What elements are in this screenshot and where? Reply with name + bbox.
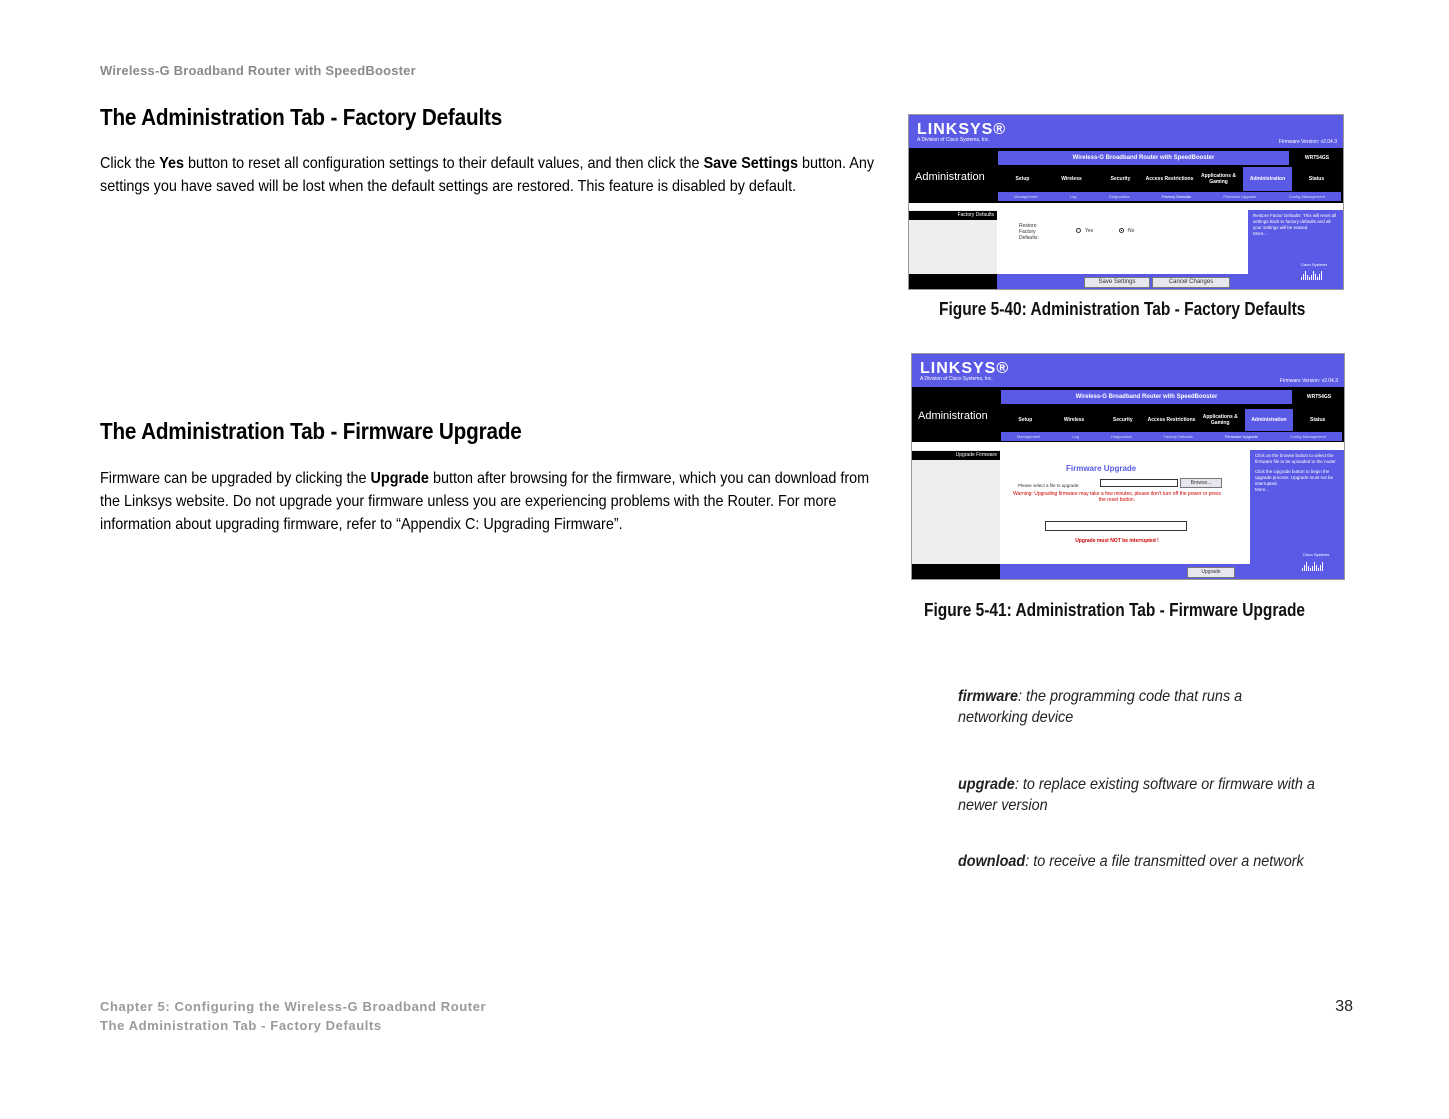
glossary-definition: : to replace existing software or firmware with a newer version <box>958 776 1315 814</box>
help-more-link[interactable]: More... <box>1253 231 1268 236</box>
section-title: Administration <box>918 410 988 422</box>
sub-tabs <box>998 192 1341 201</box>
glossary-term: download <box>958 853 1026 870</box>
left-pane <box>912 450 1000 564</box>
upgrade-term: Upgrade <box>370 470 429 487</box>
product-banner: Wireless-G Broadband Router with SpeedBooster <box>998 151 1289 165</box>
tab-status[interactable]: Status <box>1310 417 1326 423</box>
cisco-logo-icon <box>1302 559 1323 571</box>
cisco-logo-icon <box>1301 268 1322 280</box>
restore-label: Restore Factory Defaults: <box>1019 223 1039 241</box>
tab-access-restrictions[interactable]: Access Restrictions <box>1147 417 1196 423</box>
tab-administration[interactable]: Administration <box>1245 409 1294 431</box>
cisco-label: Cisco Systems <box>1300 262 1328 267</box>
upgrade-progress-field <box>1045 521 1187 531</box>
glossary-term: firmware <box>958 688 1019 705</box>
tab-security[interactable]: Security <box>1112 417 1133 423</box>
help-text-2: Click the Upgrade button to begin the upgrade process. Upgrade must not be interrupted. <box>1255 469 1334 486</box>
firmware-upgrade-screenshot <box>911 353 1345 580</box>
yes-term: Yes <box>159 155 185 172</box>
help-more-link[interactable]: More... <box>1255 487 1270 492</box>
help-panel <box>1250 450 1345 580</box>
yes-radio[interactable] <box>1076 228 1081 233</box>
subtab-config-management[interactable]: Config Management <box>1289 434 1326 439</box>
subtab-firmware-upgrade[interactable]: Firmware Upgrade <box>1224 434 1258 439</box>
logo-subtitle: A Division of Cisco Systems, Inc. <box>917 137 990 143</box>
tab-wireless[interactable]: Wireless <box>1061 176 1082 182</box>
figure-caption-5-41: Figure 5-41: Administration Tab - Firmware Upgrade <box>924 600 1306 620</box>
model-label: WRT54GS <box>1296 390 1342 404</box>
cisco-label: Cisco Systems <box>1302 552 1330 557</box>
subtab-management[interactable]: Management <box>1016 434 1041 439</box>
subtab-factory-defaults[interactable]: Factory Defaults <box>1161 194 1191 199</box>
no-label: No <box>1128 228 1135 234</box>
file-path-input[interactable] <box>1100 479 1178 487</box>
tab-wireless[interactable]: Wireless <box>1063 417 1085 423</box>
firmware-version: Firmware Version: v2.04.3 <box>1278 139 1337 145</box>
main-tabs <box>998 167 1341 191</box>
help-text-1: Click on the browse button to select the firmware file to be uploaded to the router. <box>1255 453 1337 464</box>
cancel-changes-button[interactable]: Cancel Changes <box>1152 277 1230 288</box>
upgrade-button[interactable]: Upgrade <box>1187 567 1235 578</box>
tab-setup[interactable]: Setup <box>1018 417 1033 423</box>
firmware-version: Firmware Version: v2.04.3 <box>1279 378 1338 384</box>
factory-defaults-paragraph: Click the Yes button to reset all configuration settings to their default values, and then click the Save Settings button. Any settings you have saved will be lost when the default settings are restored. This feature is disabled by default. <box>100 155 875 195</box>
firmware-upgrade-paragraph: Firmware can be upgraded by clicking the Upgrade button after browsing for the firmware, which you can download from the Linksys website. Do not upgrade your firmware unless you are experiencing problems with the Router. For more information about upgrading firmware, refer to “Appendix C: Upgrading Firmware”. <box>100 470 870 533</box>
product-banner: Wireless-G Broadband Router with SpeedBooster <box>1001 390 1292 404</box>
help-text: Restore Factor Defaults: This will reset all settings back to factory defaults and all your settings will be erased. <box>1253 213 1336 230</box>
logo-subtitle: A Division of Cisco Systems, Inc. <box>920 376 993 382</box>
glossary-term: upgrade <box>958 776 1015 793</box>
footer-chapter: Chapter 5: Configuring the Wireless-G Broadband Router <box>100 999 487 1014</box>
linksys-logo: LINKSYS® <box>917 121 1007 138</box>
glossary-upgrade <box>958 774 1318 816</box>
section-heading-firmware-upgrade: The Administration Tab - Firmware Upgrade <box>100 418 522 444</box>
linksys-logo: LINKSYS® <box>920 360 1010 377</box>
sub-tabs <box>1001 432 1342 441</box>
tab-applications-gaming[interactable]: Applications & Gaming <box>1200 173 1236 185</box>
yes-label: Yes <box>1085 228 1094 234</box>
save-settings-button[interactable]: Save Settings <box>1084 277 1150 288</box>
browse-button[interactable]: Browse... <box>1180 478 1222 488</box>
tab-access-restrictions[interactable]: Access Restrictions <box>1145 176 1194 182</box>
glossary-definition: : the programming code that runs a networking device <box>958 688 1243 726</box>
upgrade-warning: Warning: Upgrading firmware may take a few minutes, please don't turn off the power or press the reset button. <box>1013 491 1221 503</box>
left-label: Upgrade Firmware <box>912 451 1000 460</box>
glossary-definition: : to receive a file transmitted over a network <box>1025 853 1304 870</box>
page-number: 38 <box>1335 998 1353 1015</box>
tab-setup[interactable]: Setup <box>1015 176 1030 182</box>
subtab-config-management[interactable]: Config Management <box>1288 194 1325 199</box>
tab-applications-gaming[interactable]: Applications & Gaming <box>1202 414 1238 426</box>
main-tabs <box>1001 409 1342 431</box>
subtab-log[interactable]: Log <box>1069 194 1077 199</box>
subtab-diagnostics[interactable]: Diagnostics <box>1111 434 1132 439</box>
section-title: Administration <box>915 171 985 183</box>
subtab-log[interactable]: Log <box>1072 434 1080 439</box>
save-settings-term: Save Settings <box>703 155 799 172</box>
subtab-firmware-upgrade[interactable]: Firmware Upgrade <box>1223 194 1257 199</box>
glossary-firmware <box>958 686 1282 728</box>
glossary-download <box>958 851 1354 872</box>
interrupt-warning: Upgrade must NOT be interrupted ! <box>1075 538 1159 544</box>
subtab-factory-defaults[interactable]: Factory Defaults <box>1163 434 1193 439</box>
model-label: WRT54GS <box>1293 151 1341 165</box>
left-label: Factory Defaults <box>909 211 997 220</box>
tab-security[interactable]: Security <box>1110 176 1131 182</box>
bottom-left-bar <box>909 274 997 290</box>
tab-administration[interactable]: Administration <box>1243 167 1292 191</box>
footer-section: The Administration Tab - Factory Defaults <box>100 1018 382 1033</box>
figure-caption-5-40: Figure 5-40: Administration Tab - Factory Defaults <box>939 299 1306 319</box>
select-file-label: Please select a file to upgrade: <box>1018 483 1080 488</box>
running-header: Wireless-G Broadband Router with SpeedBooster <box>100 63 416 78</box>
no-radio[interactable] <box>1119 228 1124 233</box>
firmware-upgrade-title: Firmware Upgrade <box>1066 464 1137 473</box>
factory-defaults-screenshot <box>908 114 1344 290</box>
help-panel <box>1248 210 1344 290</box>
bottom-left-bar <box>912 564 1000 580</box>
section-heading-factory-defaults: The Administration Tab - Factory Defaults <box>100 104 503 130</box>
tab-status[interactable]: Status <box>1308 176 1325 182</box>
subtab-diagnostics[interactable]: Diagnostics <box>1108 194 1130 199</box>
subtab-management[interactable]: Management <box>1014 194 1038 199</box>
